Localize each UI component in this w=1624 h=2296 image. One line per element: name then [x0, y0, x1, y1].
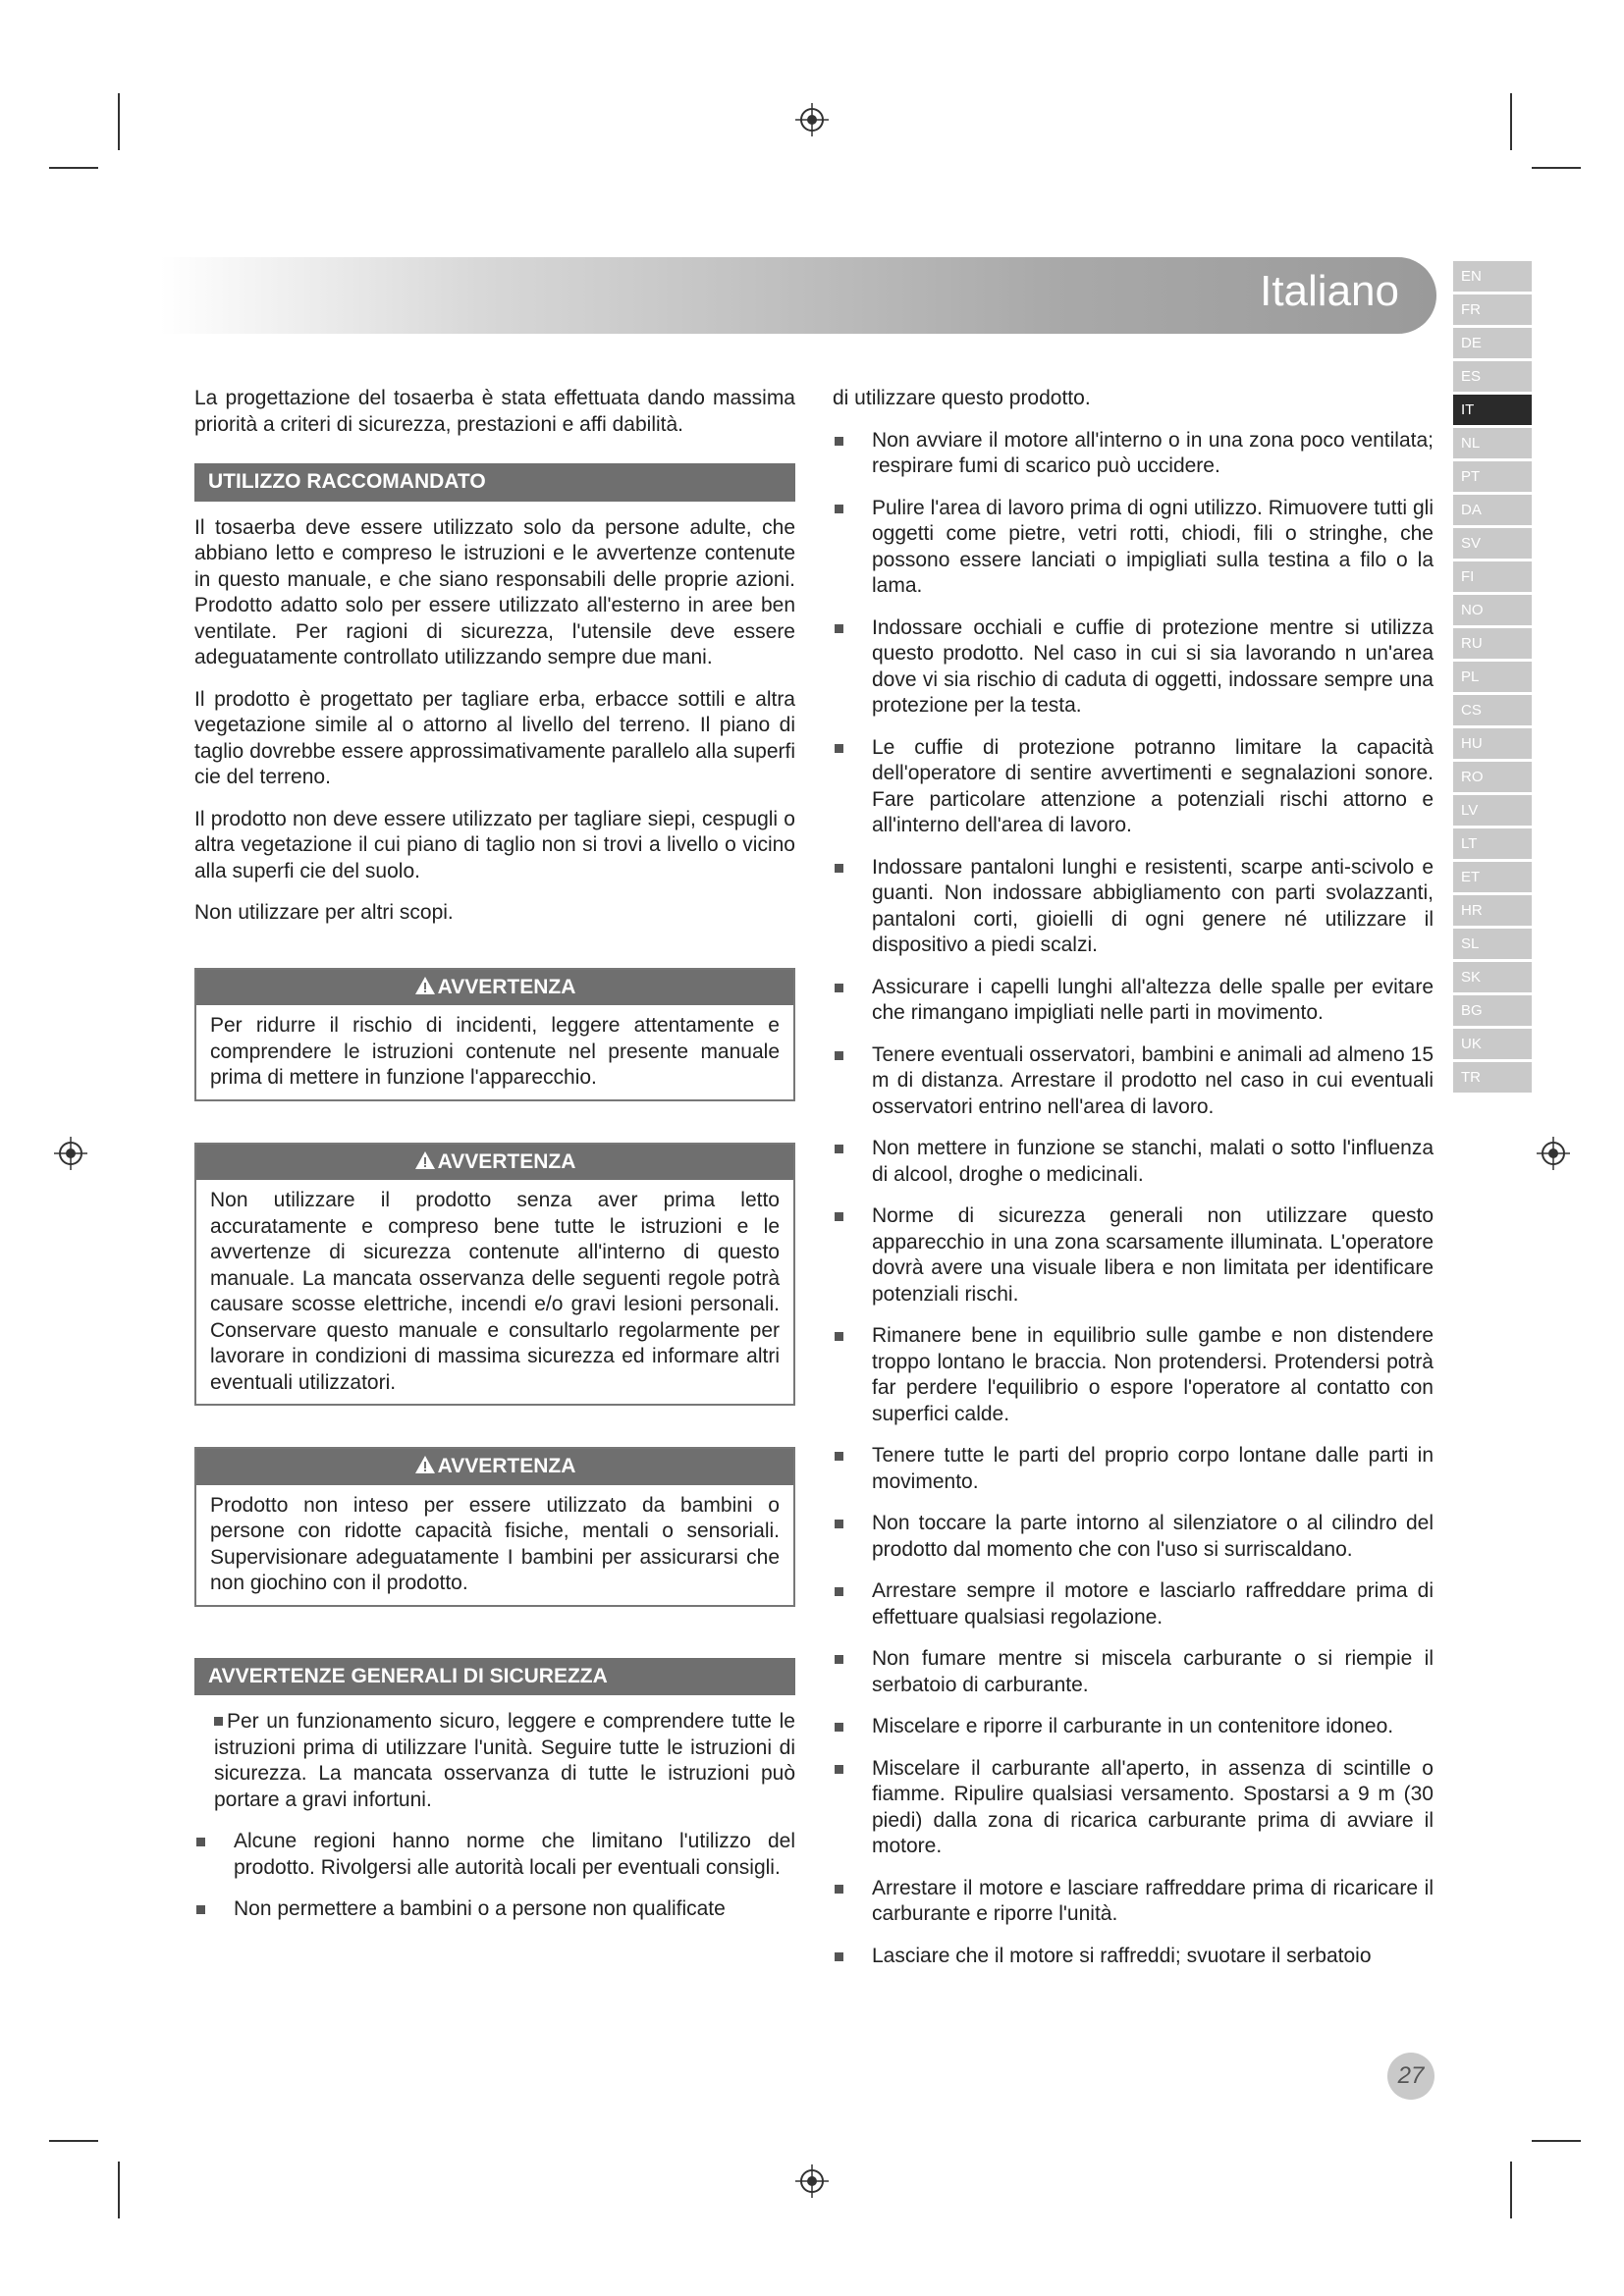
list-item: Rimanere bene in equilibrio sulle gambe e non distendere troppo lontano le braccia. Non protendersi. Protendersi potrà far perdere l'equilibrio o espore l'operatore al contatto con superfici calde. — [833, 1323, 1434, 1427]
bullet-square-icon — [835, 1723, 843, 1732]
list-item: Arrestare sempre il motore e lasciarlo raffreddare prima di effettuare qualsiasi regolazione. — [833, 1578, 1434, 1630]
language-tab-et[interactable]: ET — [1453, 862, 1532, 892]
crop-mark — [118, 2162, 120, 2218]
warning-box — [194, 1143, 795, 1407]
warning-text: Per ridurre il rischio di incidenti, leggere attentamente e comprendere le istruzioni contenute nel presente manuale prima di mettere in funzione l'apparecchio. — [210, 1014, 780, 1089]
paragraph: Non utilizzare per altri scopi. — [194, 901, 454, 924]
language-tab-list — [1453, 261, 1532, 1095]
bullet-square-icon — [835, 505, 843, 513]
language-tab-pl[interactable]: PL — [1453, 662, 1532, 692]
list-item: Le cuffie di protezione potranno limitare la capacità dell'operatore di sentire avvertimenti e segnalazioni sonore. Fare particolare attenzione a potenziali rischi attorno e all'interno dell'area di lavoro. — [833, 735, 1434, 839]
warning-title: AVVERTENZA — [437, 1455, 576, 1477]
language-tab-da[interactable]: DA — [1453, 495, 1532, 525]
language-tab-cs[interactable]: CS — [1453, 695, 1532, 725]
crop-mark — [1510, 2162, 1512, 2218]
crop-mark — [1532, 2140, 1581, 2142]
crop-mark — [49, 167, 98, 169]
list-item: Non fumare mentre si miscela carburante o si riempie il serbatoio di carburante. — [833, 1646, 1434, 1698]
page-number: 27 — [1387, 2053, 1435, 2100]
language-tab-bg[interactable]: BG — [1453, 995, 1532, 1026]
page-title: Italiano — [1260, 267, 1399, 315]
registration-mark-icon — [54, 1137, 87, 1170]
bullet-square-icon — [214, 1717, 223, 1726]
list-item: Per un funzionamento sicuro, leggere e comprendere tutte le istruzioni prima di utilizzare l'unità. Seguire tutte le istruzioni di sicurezza. La mancata osservanza di tutte le istruzioni può portare a gravi infortuni. — [214, 1710, 795, 1811]
language-tab-uk[interactable]: UK — [1453, 1029, 1532, 1059]
right-column — [833, 386, 1434, 1985]
bullet-square-icon — [835, 984, 843, 992]
language-tab-fr[interactable]: FR — [1453, 294, 1532, 325]
list-item: Non mettere in funzione se stanchi, malati o sotto l'influenza di alcool, droghe o medicinali. — [833, 1136, 1434, 1188]
list-item: Assicurare i capelli lunghi all'altezza delle spalle per evitare che rimangano impigliati nelle parti in movimento. — [833, 975, 1434, 1027]
continuation-text: di utilizzare questo prodotto. — [833, 387, 1091, 409]
bullet-square-icon — [835, 1765, 843, 1774]
bullet-square-icon — [835, 437, 843, 446]
paragraph: Il tosaerba deve essere utilizzato solo da persone adulte, che abbiano letto e compreso le istruzioni e le avvertenze contenute in questo manuale, e che siano responsabili delle proprie azioni. Prodotto adatto solo per essere utilizzato all'esterno in aree ben ventilate. Per ragioni di sicurezza, l'utensile deve essere adeguatamente controllato utilizzando sempre due mani. — [194, 515, 795, 668]
language-tab-lt[interactable]: LT — [1453, 828, 1532, 859]
language-tab-sl[interactable]: SL — [1453, 929, 1532, 959]
warning-triangle-icon — [414, 1455, 436, 1474]
bullet-square-icon — [835, 624, 843, 633]
bullet-list — [194, 1709, 795, 1923]
language-tab-de[interactable]: DE — [1453, 328, 1532, 358]
language-tab-pt[interactable]: PT — [1453, 461, 1532, 492]
language-tab-en[interactable]: EN — [1453, 261, 1532, 292]
bullet-list — [833, 428, 1434, 1970]
list-item: Indossare pantaloni lunghi e resistenti, scarpe anti-scivolo e guanti. Non indossare abbigliamento con parti svolazzanti, pantaloni corti, gioielli di ogni genere né utilizzare il dispositivo a piedi scalzi. — [833, 855, 1434, 959]
list-item: Tenere tutte le parti del proprio corpo lontane dalle parti in movimento. — [833, 1443, 1434, 1495]
bullet-square-icon — [196, 1905, 205, 1914]
paragraph: Il prodotto non deve essere utilizzato per tagliare siepi, cespugli o altra vegetazione il cui piano di taglio non si trovi a livello o vicino alla superfi cie del suolo. — [194, 807, 795, 882]
language-tab-hu[interactable]: HU — [1453, 728, 1532, 759]
list-item: Non permettere a bambini o a persone non qualificate — [194, 1896, 795, 1923]
bullet-square-icon — [835, 1212, 843, 1221]
bullet-square-icon — [835, 1452, 843, 1461]
language-tab-it[interactable]: IT — [1453, 395, 1532, 425]
language-header-band — [160, 257, 1436, 334]
list-item: Arrestare il motore e lasciare raffreddare prima di ricaricare il carburante e riporre l'unità. — [833, 1876, 1434, 1928]
bullet-square-icon — [835, 1051, 843, 1060]
language-tab-sv[interactable]: SV — [1453, 528, 1532, 559]
bullet-square-icon — [835, 1520, 843, 1528]
bullet-square-icon — [835, 1332, 843, 1341]
language-tab-lv[interactable]: LV — [1453, 795, 1532, 826]
language-tab-sk[interactable]: SK — [1453, 962, 1532, 992]
language-tab-nl[interactable]: NL — [1453, 428, 1532, 458]
warning-heading — [196, 1145, 793, 1181]
crop-mark — [49, 2140, 98, 2142]
list-item: Miscelare il carburante all'aperto, in assenza di scintille o fiamme. Ripulire qualsiasi versamento. Spostarsi a 9 m (30 piedi) dalla zona di ricarica carburante prima di avviare il motore. — [833, 1756, 1434, 1860]
registration-mark-icon — [795, 103, 829, 136]
crop-mark — [1510, 93, 1512, 150]
list-item: Lasciare che il motore si raffreddi; svuotare il serbatoio — [833, 1944, 1434, 1970]
language-tab-hr[interactable]: HR — [1453, 895, 1532, 926]
warning-box — [194, 1447, 795, 1607]
warning-title: AVVERTENZA — [437, 1149, 576, 1173]
bullet-square-icon — [835, 1885, 843, 1894]
section-heading-recommended-use: UTILIZZO RACCOMANDATO — [194, 463, 795, 502]
crop-mark — [1532, 167, 1581, 169]
list-item: Non toccare la parte intorno al silenziatore o al cilindro del prodotto dal momento che con l'uso si surriscaldano. — [833, 1511, 1434, 1563]
paragraph: Il prodotto è progettato per tagliare erba, erbacce sottili e altra vegetazione simile al o attorno al livello del terreno. Il piano di taglio dovrebbe essere approssimativamente parallelo alla superfi cie del terreno. — [194, 687, 795, 788]
language-tab-ro[interactable]: RO — [1453, 762, 1532, 792]
warning-triangle-icon — [414, 976, 436, 995]
bullet-square-icon — [835, 864, 843, 873]
warning-heading — [196, 1449, 793, 1485]
crop-mark — [118, 93, 120, 150]
language-tab-ru[interactable]: RU — [1453, 628, 1532, 659]
language-tab-no[interactable]: NO — [1453, 595, 1532, 625]
list-item: Alcune regioni hanno norme che limitano l'utilizzo del prodotto. Rivolgersi alle autorità locali per eventuali consigli. — [194, 1829, 795, 1881]
bullet-square-icon — [835, 1952, 843, 1961]
list-item: Indossare occhiali e cuffie di protezione mentre si utilizza questo prodotto. Nel caso in cui si sia lavorando n un'area dove vi sia rischio di caduta di oggetti, indossare sempre una protezione per la testa. — [833, 615, 1434, 720]
list-item: Tenere eventuali osservatori, bambini e animali ad almeno 15 m di distanza. Arrestare il prodotto nel caso in cui eventuali osservatori entrino nell'area di lavoro. — [833, 1042, 1434, 1121]
warning-title: AVVERTENZA — [437, 975, 576, 998]
warning-text: Prodotto non inteso per essere utilizzato da bambini o persone con ridotte capacità fisiche, mentali o sensoriali. Supervisionare adeguatamente I bambini per assicurarsi che non giochino con il prodotto. — [210, 1493, 780, 1594]
section-heading-general-safety: AVVERTENZE GENERALI DI SICUREZZA — [194, 1658, 795, 1696]
bullet-square-icon — [835, 1655, 843, 1664]
left-column — [194, 386, 795, 1939]
warning-box — [194, 968, 795, 1101]
language-tab-es[interactable]: ES — [1453, 361, 1532, 392]
warning-triangle-icon — [414, 1150, 436, 1170]
bullet-square-icon — [835, 744, 843, 753]
bullet-square-icon — [196, 1838, 205, 1846]
bullet-square-icon — [835, 1145, 843, 1153]
registration-mark-icon — [1537, 1137, 1570, 1170]
intro-paragraph: La progettazione del tosaerba è stata effettuata dando massima priorità a criteri di sicurezza, prestazioni e affi dabilità. — [194, 387, 795, 436]
bullet-square-icon — [835, 1587, 843, 1596]
language-tab-fi[interactable]: FI — [1453, 561, 1532, 592]
warning-heading — [196, 970, 793, 1006]
language-tab-tr[interactable]: TR — [1453, 1062, 1532, 1093]
list-item: Non avviare il motore all'interno o in una zona poco ventilata; respirare fumi di scarico può uccidere. — [833, 428, 1434, 480]
warning-text: Non utilizzare il prodotto senza aver prima letto accuratamente e compreso bene tutte le istruzioni e le avvertenze di sicurezza contenute all'interno di questo manuale. La mancata osservanza delle seguenti regole potrà causare scosse elettriche, incendi e/o gravi lesioni personali. Conservare questo manuale e consultarlo regolarmente per lavorare in condizioni di massima sicurezza ed informare altri eventuali utilizzatori. — [210, 1189, 780, 1394]
list-item: Pulire l'area di lavoro prima di ogni utilizzo. Rimuovere tutti gli oggetti come pietre, vetri rotti, chiodi, fili o stringhe, che possono essere lanciati o impigliati sulla testina a filo o la lama. — [833, 496, 1434, 600]
list-item: Norme di sicurezza generali non utilizzare questo apparecchio in una zona scarsamente illuminata. L'operatore dovrà avere una visuale libera e non limitata per identificare potenziali rischi. — [833, 1203, 1434, 1308]
list-item: Miscelare e riporre il carburante in un contenitore idoneo. — [833, 1714, 1434, 1740]
registration-mark-icon — [795, 2164, 829, 2198]
